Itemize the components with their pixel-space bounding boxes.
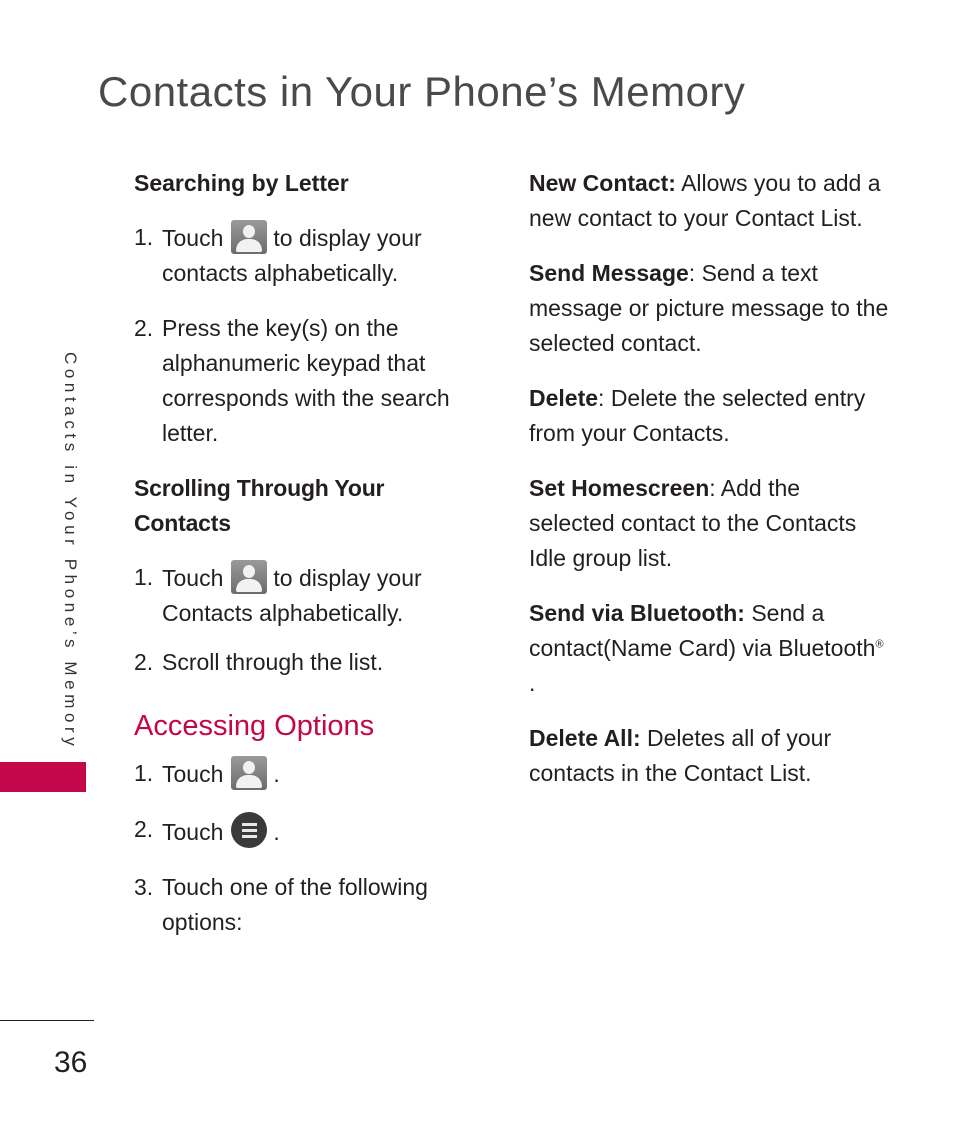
option-desc: : Delete the selected entry from your Contacts. xyxy=(529,385,866,446)
footer-rule xyxy=(0,1020,94,1021)
accessing-step-2 xyxy=(134,812,486,850)
step-number: 1. xyxy=(134,224,154,250)
page-title: Contacts in Your Phone’s Memory xyxy=(98,68,746,115)
accessing-step-1 xyxy=(134,756,486,792)
option-set-homescreen xyxy=(529,471,889,576)
option-new-contact xyxy=(529,166,889,236)
option-desc: Allows you to add a new contact to your Contact List. xyxy=(529,170,881,231)
step-number: 2. xyxy=(134,649,154,675)
option-send-via-bluetooth xyxy=(529,596,889,701)
option-term: New Contact: xyxy=(529,170,676,196)
step-text-post: to display your contacts alphabetically. xyxy=(162,225,422,286)
option-term: Send via Bluetooth: xyxy=(529,600,745,626)
option-desc-tail: . xyxy=(529,670,536,696)
step-text-post: to display your Contacts alphabetically. xyxy=(162,565,422,626)
scrolling-step-2 xyxy=(134,645,486,680)
option-delete-all xyxy=(529,721,889,791)
contacts-icon xyxy=(231,220,267,254)
scrolling-heading: Scrolling Through Your Contacts xyxy=(134,475,385,536)
option-term: Set Homescreen xyxy=(529,475,710,501)
searching-step-1 xyxy=(134,220,486,291)
registered-mark: ® xyxy=(875,638,884,651)
step-number: 3. xyxy=(134,874,154,900)
contacts-icon xyxy=(231,756,267,790)
page-number: 36 xyxy=(54,1046,88,1079)
option-send-message xyxy=(529,256,889,361)
option-desc: : Send a text message or picture message to the selected contact. xyxy=(529,260,889,356)
option-delete xyxy=(529,381,889,451)
side-section-tab xyxy=(0,762,86,792)
left-column xyxy=(134,166,486,960)
step-text-post: . xyxy=(273,761,280,787)
right-column xyxy=(529,166,889,811)
step-number: 1. xyxy=(134,564,154,590)
step-text: Scroll through the list. xyxy=(162,649,384,675)
step-number: 2. xyxy=(134,816,154,842)
option-term: Delete xyxy=(529,385,599,411)
step-text-pre: Touch xyxy=(162,761,224,787)
step-text: Press the key(s) on the alphanumeric keypad that corresponds with the search letter. xyxy=(162,315,450,446)
step-text-pre: Touch xyxy=(162,565,224,591)
side-section-label: Contacts in Your Phone’s Memory xyxy=(61,352,80,751)
searching-step-2 xyxy=(134,311,486,451)
scrolling-step-1 xyxy=(134,560,486,631)
step-text: Touch one of the following options: xyxy=(162,874,428,935)
menu-icon xyxy=(231,812,267,848)
searching-heading: Searching by Letter xyxy=(134,170,349,196)
step-number: 1. xyxy=(134,760,154,786)
option-term: Send Message xyxy=(529,260,689,286)
step-text-post: . xyxy=(273,819,280,845)
accessing-step-3 xyxy=(134,870,486,940)
option-desc: : Add the selected contact to the Contacts Idle group list. xyxy=(529,475,857,571)
option-desc: Send a contact(Name Card) via Bluetooth xyxy=(529,600,876,661)
option-term: Delete All: xyxy=(529,725,641,751)
step-number: 2. xyxy=(134,315,154,341)
option-desc: Deletes all of your contacts in the Contact List. xyxy=(529,725,832,786)
step-text-pre: Touch xyxy=(162,819,224,845)
step-text-pre: Touch xyxy=(162,225,224,251)
contacts-icon xyxy=(231,560,267,594)
accessing-options-heading: Accessing Options xyxy=(134,710,375,742)
